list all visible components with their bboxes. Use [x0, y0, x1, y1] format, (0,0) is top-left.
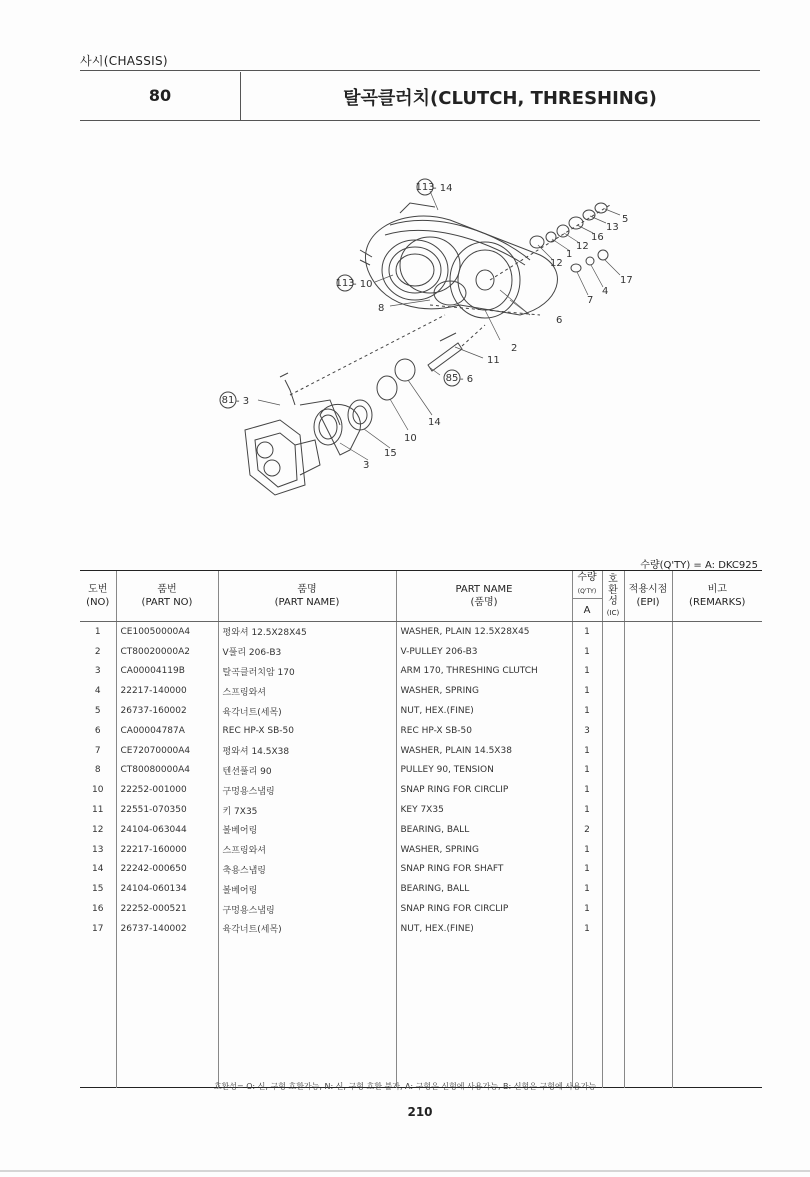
table-row	[80, 721, 762, 741]
header-qty: 수량 (Q'TY)	[572, 571, 602, 599]
cell-name-ko: 구멍용스냅링	[218, 899, 396, 919]
table-row	[80, 662, 762, 682]
page-number: 210	[407, 1105, 433, 1119]
cell-no: 1	[94, 626, 101, 637]
cell-name-en: PULLEY 90, TENSION	[396, 761, 572, 781]
label-13: 13	[606, 222, 619, 233]
cell-remarks	[672, 721, 762, 741]
cell-name-en: WASHER, SPRING	[396, 840, 572, 860]
cell-name-ko: 탈곡클러치암 170	[218, 662, 396, 682]
cell-compat	[602, 820, 624, 840]
svg-text:81: 81	[221, 395, 235, 406]
cell-no: 2	[94, 646, 101, 657]
page-code: 80	[148, 86, 172, 105]
callout-81-3	[220, 392, 249, 408]
table-row	[80, 642, 762, 662]
cell-name-ko: 육각너트(세목)	[218, 919, 396, 939]
cell-name-ko: 스프링와셔	[218, 681, 396, 701]
cell-remarks	[672, 662, 762, 682]
table-row	[80, 919, 762, 939]
label-16: 16	[591, 232, 604, 243]
cell-no: 3	[94, 666, 101, 677]
cell-name-en: NUT, HEX.(FINE)	[396, 701, 572, 721]
table-row	[80, 761, 762, 781]
cell-epi	[624, 780, 672, 800]
svg-text:- 14: - 14	[433, 183, 453, 194]
header-remarks: 비고 (REMARKS)	[672, 571, 762, 622]
page-title: 탈곡클러치(CLUTCH, THRESHING)	[343, 88, 657, 109]
cell-no: 11	[92, 805, 104, 816]
clutch-arm-bracket	[245, 373, 340, 495]
bearings-and-rings	[314, 359, 415, 455]
table-row	[80, 840, 762, 860]
cell-compat	[602, 642, 624, 662]
cell-qty: 1	[572, 879, 602, 899]
cell-epi	[624, 662, 672, 682]
cell-remarks	[672, 820, 762, 840]
label-14: 14	[428, 417, 441, 428]
header-no: 도번 (NO)	[80, 571, 116, 622]
svg-text:113: 113	[335, 278, 355, 289]
cell-no: 8	[94, 765, 101, 776]
scan-edge	[0, 1170, 810, 1172]
cell-name-en: WASHER, SPRING	[396, 681, 572, 701]
compatibility-footnote: 호환성= O: 신, 구형 호환가능, N: 신, 구형 호환 불가, A: 구형은 신형에 사용가능, B: 신형은 구형에 사용가능	[213, 1082, 597, 1091]
header-part-no: 품번 (PART NO)	[116, 571, 218, 622]
cell-epi	[624, 642, 672, 662]
parts-table	[80, 570, 762, 1088]
cell-name-ko: 평와셔 12.5X28X45	[218, 622, 396, 642]
cell-name-ko: 스프링와셔	[218, 840, 396, 860]
label-12a: 12	[576, 241, 589, 252]
cell-name-en: KEY 7X35	[396, 800, 572, 820]
cell-compat	[602, 721, 624, 741]
cell-part-no: 26737-160002	[116, 701, 218, 721]
empty-cell	[624, 939, 672, 1088]
cell-qty: 1	[572, 800, 602, 820]
cell-epi	[624, 919, 672, 939]
header-compat: 호 환 성 (IC)	[602, 571, 624, 622]
cell-compat	[602, 780, 624, 800]
cell-compat	[602, 899, 624, 919]
cell-compat	[602, 761, 624, 781]
cell-epi	[624, 761, 672, 781]
cell-compat	[602, 741, 624, 761]
table-row	[80, 860, 762, 880]
header-rule-top	[80, 70, 760, 71]
label-1: 1	[566, 249, 573, 260]
cell-remarks	[672, 780, 762, 800]
cell-compat	[602, 681, 624, 701]
cell-compat	[602, 662, 624, 682]
cell-compat	[602, 800, 624, 820]
cell-name-ko: 평와셔 14.5X38	[218, 741, 396, 761]
cell-part-no: CA00004119B	[116, 662, 218, 682]
cell-name-en: SNAP RING FOR CIRCLIP	[396, 899, 572, 919]
cell-qty: 1	[572, 662, 602, 682]
table-row	[80, 701, 762, 721]
svg-text:- 10: - 10	[353, 279, 373, 290]
cell-compat	[602, 840, 624, 860]
cell-remarks	[672, 860, 762, 880]
cell-epi	[624, 681, 672, 701]
cell-qty: 1	[572, 681, 602, 701]
cell-compat	[602, 879, 624, 899]
callout-113-14	[415, 179, 452, 195]
svg-text:- 3: - 3	[236, 396, 250, 407]
cell-name-ko: V풀리 206-B3	[218, 642, 396, 662]
cell-part-no: 22217-140000	[116, 681, 218, 701]
table-row	[80, 820, 762, 840]
cell-epi	[624, 800, 672, 820]
cell-remarks	[672, 701, 762, 721]
cell-compat	[602, 860, 624, 880]
cell-compat	[602, 919, 624, 939]
empty-cell	[80, 939, 116, 1088]
cell-part-no: 24104-063044	[116, 820, 218, 840]
cell-qty: 1	[572, 642, 602, 662]
cell-part-no: CE10050000A4	[116, 622, 218, 642]
table-row	[80, 681, 762, 701]
label-2: 2	[511, 343, 518, 354]
label-8: 8	[378, 303, 385, 314]
cell-epi	[624, 741, 672, 761]
table-row	[80, 780, 762, 800]
cell-part-no: 22252-001000	[116, 780, 218, 800]
cell-no: 17	[92, 923, 104, 934]
table-row	[80, 741, 762, 761]
shaft	[428, 325, 485, 371]
cell-qty: 1	[572, 899, 602, 919]
cell-remarks	[672, 761, 762, 781]
cell-no: 14	[92, 864, 104, 875]
label-17: 17	[620, 275, 633, 286]
cell-qty: 1	[572, 919, 602, 939]
cell-name-en: WASHER, PLAIN 12.5X28X45	[396, 622, 572, 642]
empty-cell	[116, 939, 218, 1088]
label-15: 15	[384, 448, 397, 459]
cell-name-ko: 육각너트(세목)	[218, 701, 396, 721]
table-empty-space	[80, 939, 762, 1088]
header-rule-bottom	[80, 120, 760, 121]
empty-cell	[218, 939, 396, 1088]
cell-epi	[624, 701, 672, 721]
label-12b: 12	[550, 258, 563, 269]
cell-epi	[624, 860, 672, 880]
header-part-name-ko: 품명 (PART NAME)	[218, 571, 396, 622]
label-10: 10	[404, 433, 417, 444]
label-6: 6	[556, 315, 563, 326]
header-part-name-en: PART NAME (품명)	[396, 571, 572, 622]
table-row	[80, 622, 762, 642]
cell-no: 13	[92, 844, 104, 855]
cell-name-en: WASHER, PLAIN 14.5X38	[396, 741, 572, 761]
cell-qty: 1	[572, 701, 602, 721]
cell-epi	[624, 721, 672, 741]
cell-no: 16	[92, 904, 104, 915]
cell-name-ko: 볼베어링	[218, 879, 396, 899]
cell-part-no: 26737-140002	[116, 919, 218, 939]
table-row	[80, 899, 762, 919]
cell-no: 6	[94, 725, 101, 736]
pulley-assembly	[360, 203, 557, 318]
cell-epi	[624, 879, 672, 899]
cell-epi	[624, 622, 672, 642]
cell-name-en: NUT, HEX.(FINE)	[396, 919, 572, 939]
cell-name-en: SNAP RING FOR CIRCLIP	[396, 780, 572, 800]
cell-part-no: CT80020000A2	[116, 642, 218, 662]
cell-qty: 1	[572, 761, 602, 781]
cell-name-ko: 구멍용스냅링	[218, 780, 396, 800]
label-11: 11	[487, 355, 500, 366]
cell-remarks	[672, 840, 762, 860]
cell-qty: 1	[572, 622, 602, 642]
cell-part-no: CT80080000A4	[116, 761, 218, 781]
quantity-note: 수량(Q'TY) = A: DKC925	[640, 560, 758, 571]
cell-part-no: CE72070000A4	[116, 741, 218, 761]
cell-qty: 1	[572, 840, 602, 860]
cell-remarks	[672, 681, 762, 701]
header-epi: 적용시점 (EPI)	[624, 571, 672, 622]
cell-remarks	[672, 800, 762, 820]
cell-remarks	[672, 741, 762, 761]
cell-epi	[624, 820, 672, 840]
cell-part-no: 22242-000650	[116, 860, 218, 880]
cell-remarks	[672, 879, 762, 899]
empty-cell	[396, 939, 572, 1088]
cell-name-ko: 키 7X35	[218, 800, 396, 820]
label-5: 5	[622, 214, 629, 225]
cell-no: 7	[94, 745, 101, 756]
cell-name-ko: 텐션풀리 90	[218, 761, 396, 781]
svg-text:113: 113	[415, 182, 435, 193]
cell-remarks	[672, 642, 762, 662]
callout-85-6	[444, 370, 473, 386]
cell-name-en: SNAP RING FOR SHAFT	[396, 860, 572, 880]
cell-qty: 1	[572, 741, 602, 761]
cell-no: 5	[94, 706, 101, 717]
cell-name-ko: 볼베어링	[218, 820, 396, 840]
cell-qty: 2	[572, 820, 602, 840]
label-4: 4	[602, 286, 609, 297]
cell-no: 10	[92, 785, 104, 796]
cell-name-en: ARM 170, THRESHING CLUTCH	[396, 662, 572, 682]
empty-cell	[672, 939, 762, 1088]
cell-name-ko: REC HP-X SB-50	[218, 721, 396, 741]
cell-name-en: REC HP-X SB-50	[396, 721, 572, 741]
cell-name-ko: 축용스냅링	[218, 860, 396, 880]
header-qty-a: A	[572, 599, 602, 622]
table-row	[80, 800, 762, 820]
empty-cell	[572, 939, 602, 1088]
cell-epi	[624, 840, 672, 860]
parts-table-body	[80, 622, 762, 1088]
section-label: 사시(CHASSIS)	[80, 54, 168, 68]
label-7: 7	[587, 295, 594, 306]
cell-qty: 3	[572, 721, 602, 741]
cell-name-en: V-PULLEY 206-B3	[396, 642, 572, 662]
cell-part-no: 22217-160000	[116, 840, 218, 860]
cell-qty: 1	[572, 780, 602, 800]
empty-cell	[602, 939, 624, 1088]
cell-name-en: BEARING, BALL	[396, 820, 572, 840]
cell-no: 15	[92, 884, 104, 895]
table-row	[80, 879, 762, 899]
svg-text:- 6: - 6	[460, 374, 474, 385]
cell-compat	[602, 622, 624, 642]
exploded-parts-diagram	[200, 165, 660, 505]
cell-remarks	[672, 622, 762, 642]
label-3: 3	[363, 460, 370, 471]
callout-113-10	[335, 275, 372, 291]
cell-part-no: 24104-060134	[116, 879, 218, 899]
cell-part-no: 22551-070350	[116, 800, 218, 820]
cell-part-no: CA00004787A	[116, 721, 218, 741]
cell-part-no: 22252-000521	[116, 899, 218, 919]
cell-compat	[602, 701, 624, 721]
cell-no: 4	[94, 686, 101, 697]
svg-text:85: 85	[445, 373, 459, 384]
cell-no: 12	[92, 824, 104, 835]
cell-remarks	[672, 919, 762, 939]
cell-name-en: BEARING, BALL	[396, 879, 572, 899]
cell-remarks	[672, 899, 762, 919]
cell-qty: 1	[572, 860, 602, 880]
cell-epi	[624, 899, 672, 919]
